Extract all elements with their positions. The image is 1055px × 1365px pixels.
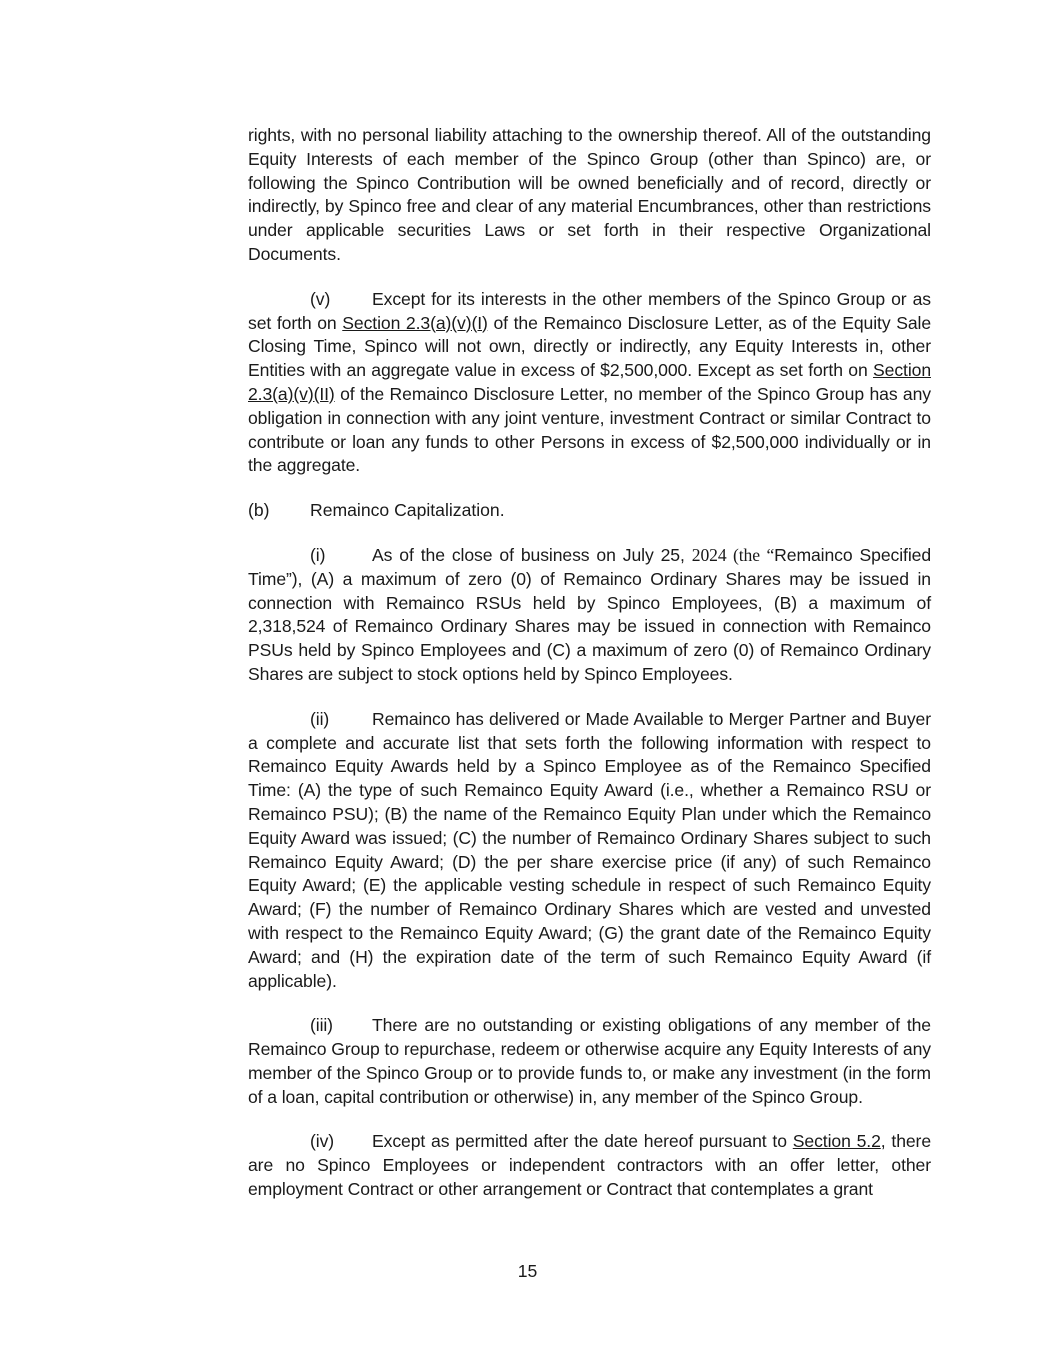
paragraph-i-text-2: Remainco Specified Time”), (A) a maximum of zero (0) of Remainco Ordinary Shares may be issued in connection with Remainco RSUs held by Spinco Employees, (B) a maximum of 2,318,524 of Remainco Ordinary Shares may be issued in connection with Remainco PSUs held by Spinco Employees and (C) a maximum of zero (0) of Remainco Ordinary Shares are subject to stock options held by Spinco Employees. xyxy=(248,544,932,684)
continued-paragraph: rights, with no personal liability attaching to the ownership thereof. All of the outstanding Equity Interests of each member of the Spinco Group (other than Spinco) are, or following the Spinco Contribution will be owned beneficially and of record, directly or indirectly, by Spinco free and clear of any material Encumbrances, other than restrictions under applicable securities Laws or set forth in their respective Organizational Documents. xyxy=(248,125,931,264)
paragraph-iii-label: (iii) xyxy=(310,1015,333,1036)
page-number: 15 xyxy=(517,1261,538,1281)
paragraph-v xyxy=(248,288,931,478)
document-page-body xyxy=(248,124,931,1223)
paragraph-v-text-2: of the Remainco Disclosure Letter, as of the Equity Sale Closing Time, Spinco will not own, directly or indirectly, any Equity Interests in, other Entities with an aggregate value in excess of $2,500,000. Except as set forth on xyxy=(248,312,932,381)
paragraph-ii-label: (ii) xyxy=(310,708,330,729)
section-reference-link[interactable]: Section 2.3(a)(v)(I) xyxy=(342,312,488,333)
paragraph-iv xyxy=(248,1130,931,1201)
paragraph-ii xyxy=(248,708,931,994)
section-heading-b-label: (b) xyxy=(248,500,270,521)
paragraph-v-text-1: Except for its interests in the other members of the Spinco Group or as set forth on xyxy=(248,288,931,333)
paragraph-i-text-serif: 2024 (the “ xyxy=(691,544,775,565)
paragraph-iv-text-1: Except as permitted after the date hereof pursuant to xyxy=(372,1131,793,1152)
section-reference-link[interactable]: Section 2.3(a)(v)(II) xyxy=(248,360,931,404)
paragraph-iii xyxy=(248,1014,931,1109)
section-heading-b xyxy=(248,499,931,523)
paragraph-v-text-3: of the Remainco Disclosure Letter, no member of the Spinco Group has any obligation in connection with any joint venture, investment Contract or similar Contract to contribute or loan any funds to other Persons in excess of $2,500,000 individually or in the aggregate. xyxy=(248,383,931,476)
paragraph-ii-text: Remainco has delivered or Made Available to Merger Partner and Buyer a complete and accurate list that sets forth the following information with respect to Remainco Equity Awards held by a Spinco Employee as of the Remainco Specified Time: (A) the type of such Remainco Equity Award (i.e., whether a Remainco RSU or Remainco PSU); (B) the name of the Remainco Equity Plan under which the Remainco Equity Award was issued; (C) the number of Remainco Ordinary Shares subject to such Remainco Equity Award; (D) the per share exercise price (if any) of such Remainco Equity Award; (E) the applicable vesting schedule in respect of such Remainco Equity Award; (F) the number of Remainco Ordinary Shares which are vested and unvested with respect to the Remainco Equity Award; (G) the grant date of the Remainco Equity Award; and (H) the expiration date of the term of such Remainco Equity Award (if applicable). xyxy=(248,708,931,991)
section-reference-link[interactable]: Section 5.2 xyxy=(792,1131,881,1152)
paragraph-i xyxy=(248,544,931,687)
paragraph-i-label: (i) xyxy=(310,544,326,565)
paragraph-i-text-1: As of the close of business on July 25, xyxy=(372,544,692,565)
paragraph-v-label: (v) xyxy=(310,288,331,309)
paragraph-iv-label: (iv) xyxy=(310,1131,335,1152)
paragraph-iv-text-2: , there are no Spinco Employees or independent contractors with an offer letter, other employment Contract or other arrangement or Contract that contemplates a grant xyxy=(248,1131,932,1200)
paragraph-iii-text: There are no outstanding or existing obligations of any member of the Remainco Group to repurchase, redeem or otherwise acquire any Equity Interests of any member of the Spinco Group or to provide funds to, or make any investment (in the form of a loan, capital contribution or otherwise) in, any member of the Spinco Group. xyxy=(248,1015,931,1107)
section-heading-b-title: Remainco Capitalization. xyxy=(310,500,505,521)
